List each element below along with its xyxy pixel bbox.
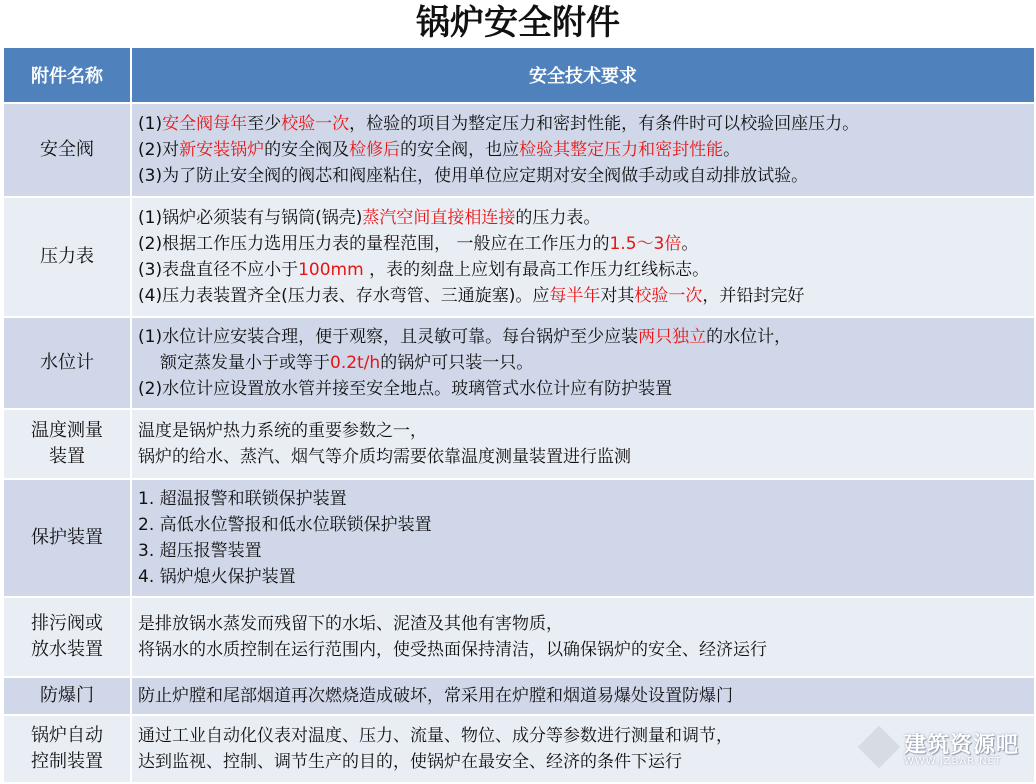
accessory-name: 排污阀或: [31, 613, 103, 634]
requirement-cell: [131, 197, 1035, 317]
requirement-text: (1)锅炉必须装有与锅筒(锅壳): [138, 208, 363, 228]
requirement-cell: [131, 597, 1035, 677]
accessory-name: 温度测量: [31, 420, 103, 441]
accessory-name: 控制装置: [31, 751, 103, 772]
accessory-name: 防爆门: [40, 685, 94, 706]
highlighted-text: 0.2t/h: [330, 353, 381, 373]
accessory-name: 水位计: [40, 352, 94, 373]
table-row: [3, 597, 1035, 677]
requirement-text: 的安全阀及: [264, 140, 350, 160]
requirement-text: 温度是锅炉热力系统的重要参数之一，: [138, 421, 427, 441]
requirement-text: (2)水位计应设置放水管并接至安全地点。玻璃管式水位计应有防护装置: [138, 379, 673, 399]
accessory-name-cell: [3, 409, 131, 479]
requirement-text: 锅炉的给水、蒸汽、烟气等介质均需要依靠温度测量装置进行监测: [138, 447, 631, 467]
requirement-text: (3)为了防止安全阀的阀芯和阀座粘住，使用单位应定期对安全阀做手动或自动排放试验。: [138, 166, 809, 186]
watermark-logo-icon: [858, 726, 900, 768]
accessory-name-cell: [3, 479, 131, 597]
requirement-text: 是排放锅水蒸发而残留下的水垢、泥渣及其他有害物质，: [138, 614, 563, 634]
accessory-name: 锅炉自动: [31, 725, 103, 746]
page-title: 锅炉安全附件: [416, 3, 620, 43]
highlighted-text: 新安装锅炉: [179, 140, 265, 160]
requirement-line: [138, 324, 1034, 350]
requirement-text: 防止炉膛和尾部烟道再次燃烧造成破坏，常采用在炉膛和烟道易爆处设置防爆门: [138, 686, 733, 706]
requirement-line: [138, 538, 1034, 564]
requirement-text: (3)表盘直径不应小于: [138, 260, 299, 280]
requirement-text: 至少: [247, 114, 282, 134]
safety-accessories-table: [2, 46, 1036, 784]
table-row: [3, 409, 1035, 479]
requirement-text: (1): [138, 114, 163, 134]
accessory-name-cell: [3, 597, 131, 677]
watermark-url: WWW.JZBAR.NET: [904, 756, 1002, 767]
requirement-line: [138, 376, 1034, 402]
requirement-cell: [131, 409, 1035, 479]
requirement-line: [138, 418, 1034, 444]
highlighted-text: 100mm: [298, 260, 364, 280]
requirement-text: 的安全阀，也应: [400, 140, 520, 160]
accessory-name-cell: [3, 677, 131, 715]
requirement-text: 1. 超温报警和联锁保护装置: [138, 489, 347, 509]
requirement-text: ，表的刻盘上应划有最高工作压力红线标志。: [363, 260, 710, 280]
requirement-line: [138, 283, 1034, 309]
accessory-name: 放水装置: [31, 639, 103, 660]
table-row: [3, 103, 1035, 197]
requirement-text: 。: [681, 234, 699, 254]
highlighted-text: 检修后: [349, 140, 401, 160]
table-row: [3, 677, 1035, 715]
requirement-text: 通过工业自动化仪表对温度、压力、流量、物位、成分等参数进行测量和调节，: [138, 726, 733, 746]
requirement-line: [138, 683, 1034, 709]
requirement-text: (4)压力表装置齐全(压力表、存水弯管、三通旋塞)。应: [138, 286, 550, 306]
requirement-line: [138, 564, 1034, 590]
requirement-text: 2. 高低水位警报和低水位联锁保护装置: [138, 515, 432, 535]
header-safety-requirements: 安全技术要求: [131, 47, 1035, 103]
table-row: [3, 479, 1035, 597]
requirement-text: 达到监视、控制、调节生产的目的，使锅炉在最安全、经济的条件下运行: [138, 752, 682, 772]
accessory-name: 压力表: [40, 246, 94, 267]
requirement-line: [138, 163, 1034, 189]
accessory-name: 装置: [49, 446, 85, 467]
requirement-text: 将锅水的水质控制在运行范围内，使受热面保持清洁，以确保锅炉的安全、经济运行: [138, 640, 767, 660]
requirement-line: [138, 111, 1034, 137]
requirement-cell: [131, 317, 1035, 409]
requirement-line: [138, 350, 1034, 376]
requirement-text: (1)水位计应安装合理，便于观察，且灵敏可靠。每台锅炉至少应装: [138, 327, 639, 347]
requirement-line: [138, 205, 1034, 231]
highlighted-text: 蒸汽空间直接相连接: [362, 208, 516, 228]
requirement-text: 的压力表。: [515, 208, 601, 228]
accessory-name-cell: [3, 103, 131, 197]
requirement-line: [138, 444, 1034, 470]
highlighted-text: 检验其整定压力和密封性能: [519, 140, 724, 160]
table-row: [3, 197, 1035, 317]
header-accessory-name: 附件名称: [3, 47, 131, 103]
table-row: [3, 317, 1035, 409]
accessory-name: 保护装置: [31, 527, 103, 548]
requirement-line: [138, 257, 1034, 283]
requirement-cell: [131, 103, 1035, 197]
table-header-row: [3, 47, 1035, 103]
requirement-text: 的水位计，: [706, 327, 792, 347]
requirement-line: [138, 137, 1034, 163]
table-body: [3, 103, 1035, 783]
watermark-text: 建筑资源吧: [904, 733, 1020, 758]
accessory-name-cell: [3, 197, 131, 317]
requirement-cell: [131, 479, 1035, 597]
accessory-name-cell: [3, 317, 131, 409]
requirement-text: 3. 超压报警装置: [138, 541, 262, 561]
requirement-text: 4. 锅炉熄火保护装置: [138, 567, 296, 587]
requirement-line: [138, 512, 1034, 538]
highlighted-text: 安全阀每年: [162, 114, 248, 134]
requirement-line: [138, 611, 1034, 637]
requirement-text: ，检验的项目为整定压力和密封性能，有条件时可以校验回座压力。: [349, 114, 860, 134]
requirement-line: [138, 231, 1034, 257]
requirement-text: 额定蒸发量小于或等于: [160, 353, 330, 373]
requirement-line: [138, 637, 1034, 663]
accessory-name: 安全阀: [40, 139, 94, 160]
highlighted-text: 校验一次: [281, 114, 350, 134]
requirement-text: 。: [723, 140, 741, 160]
highlighted-text: 1.5～3倍: [609, 234, 682, 254]
requirement-text: 对其: [600, 286, 635, 306]
highlighted-text: 每半年: [549, 286, 601, 306]
watermark: [858, 724, 1034, 776]
accessory-name-cell: [3, 715, 131, 783]
requirement-text: 的锅炉可只装一只。: [380, 353, 534, 373]
requirement-cell: [131, 677, 1035, 715]
requirement-text: ，并铅封完好: [702, 286, 805, 306]
requirement-text: (2)根据工作压力选用压力表的量程范围， 一般应在工作压力的: [138, 234, 610, 254]
requirement-text: (2)对: [138, 140, 180, 160]
highlighted-text: 校验一次: [634, 286, 703, 306]
requirement-line: [138, 486, 1034, 512]
highlighted-text: 两只独立: [638, 327, 707, 347]
